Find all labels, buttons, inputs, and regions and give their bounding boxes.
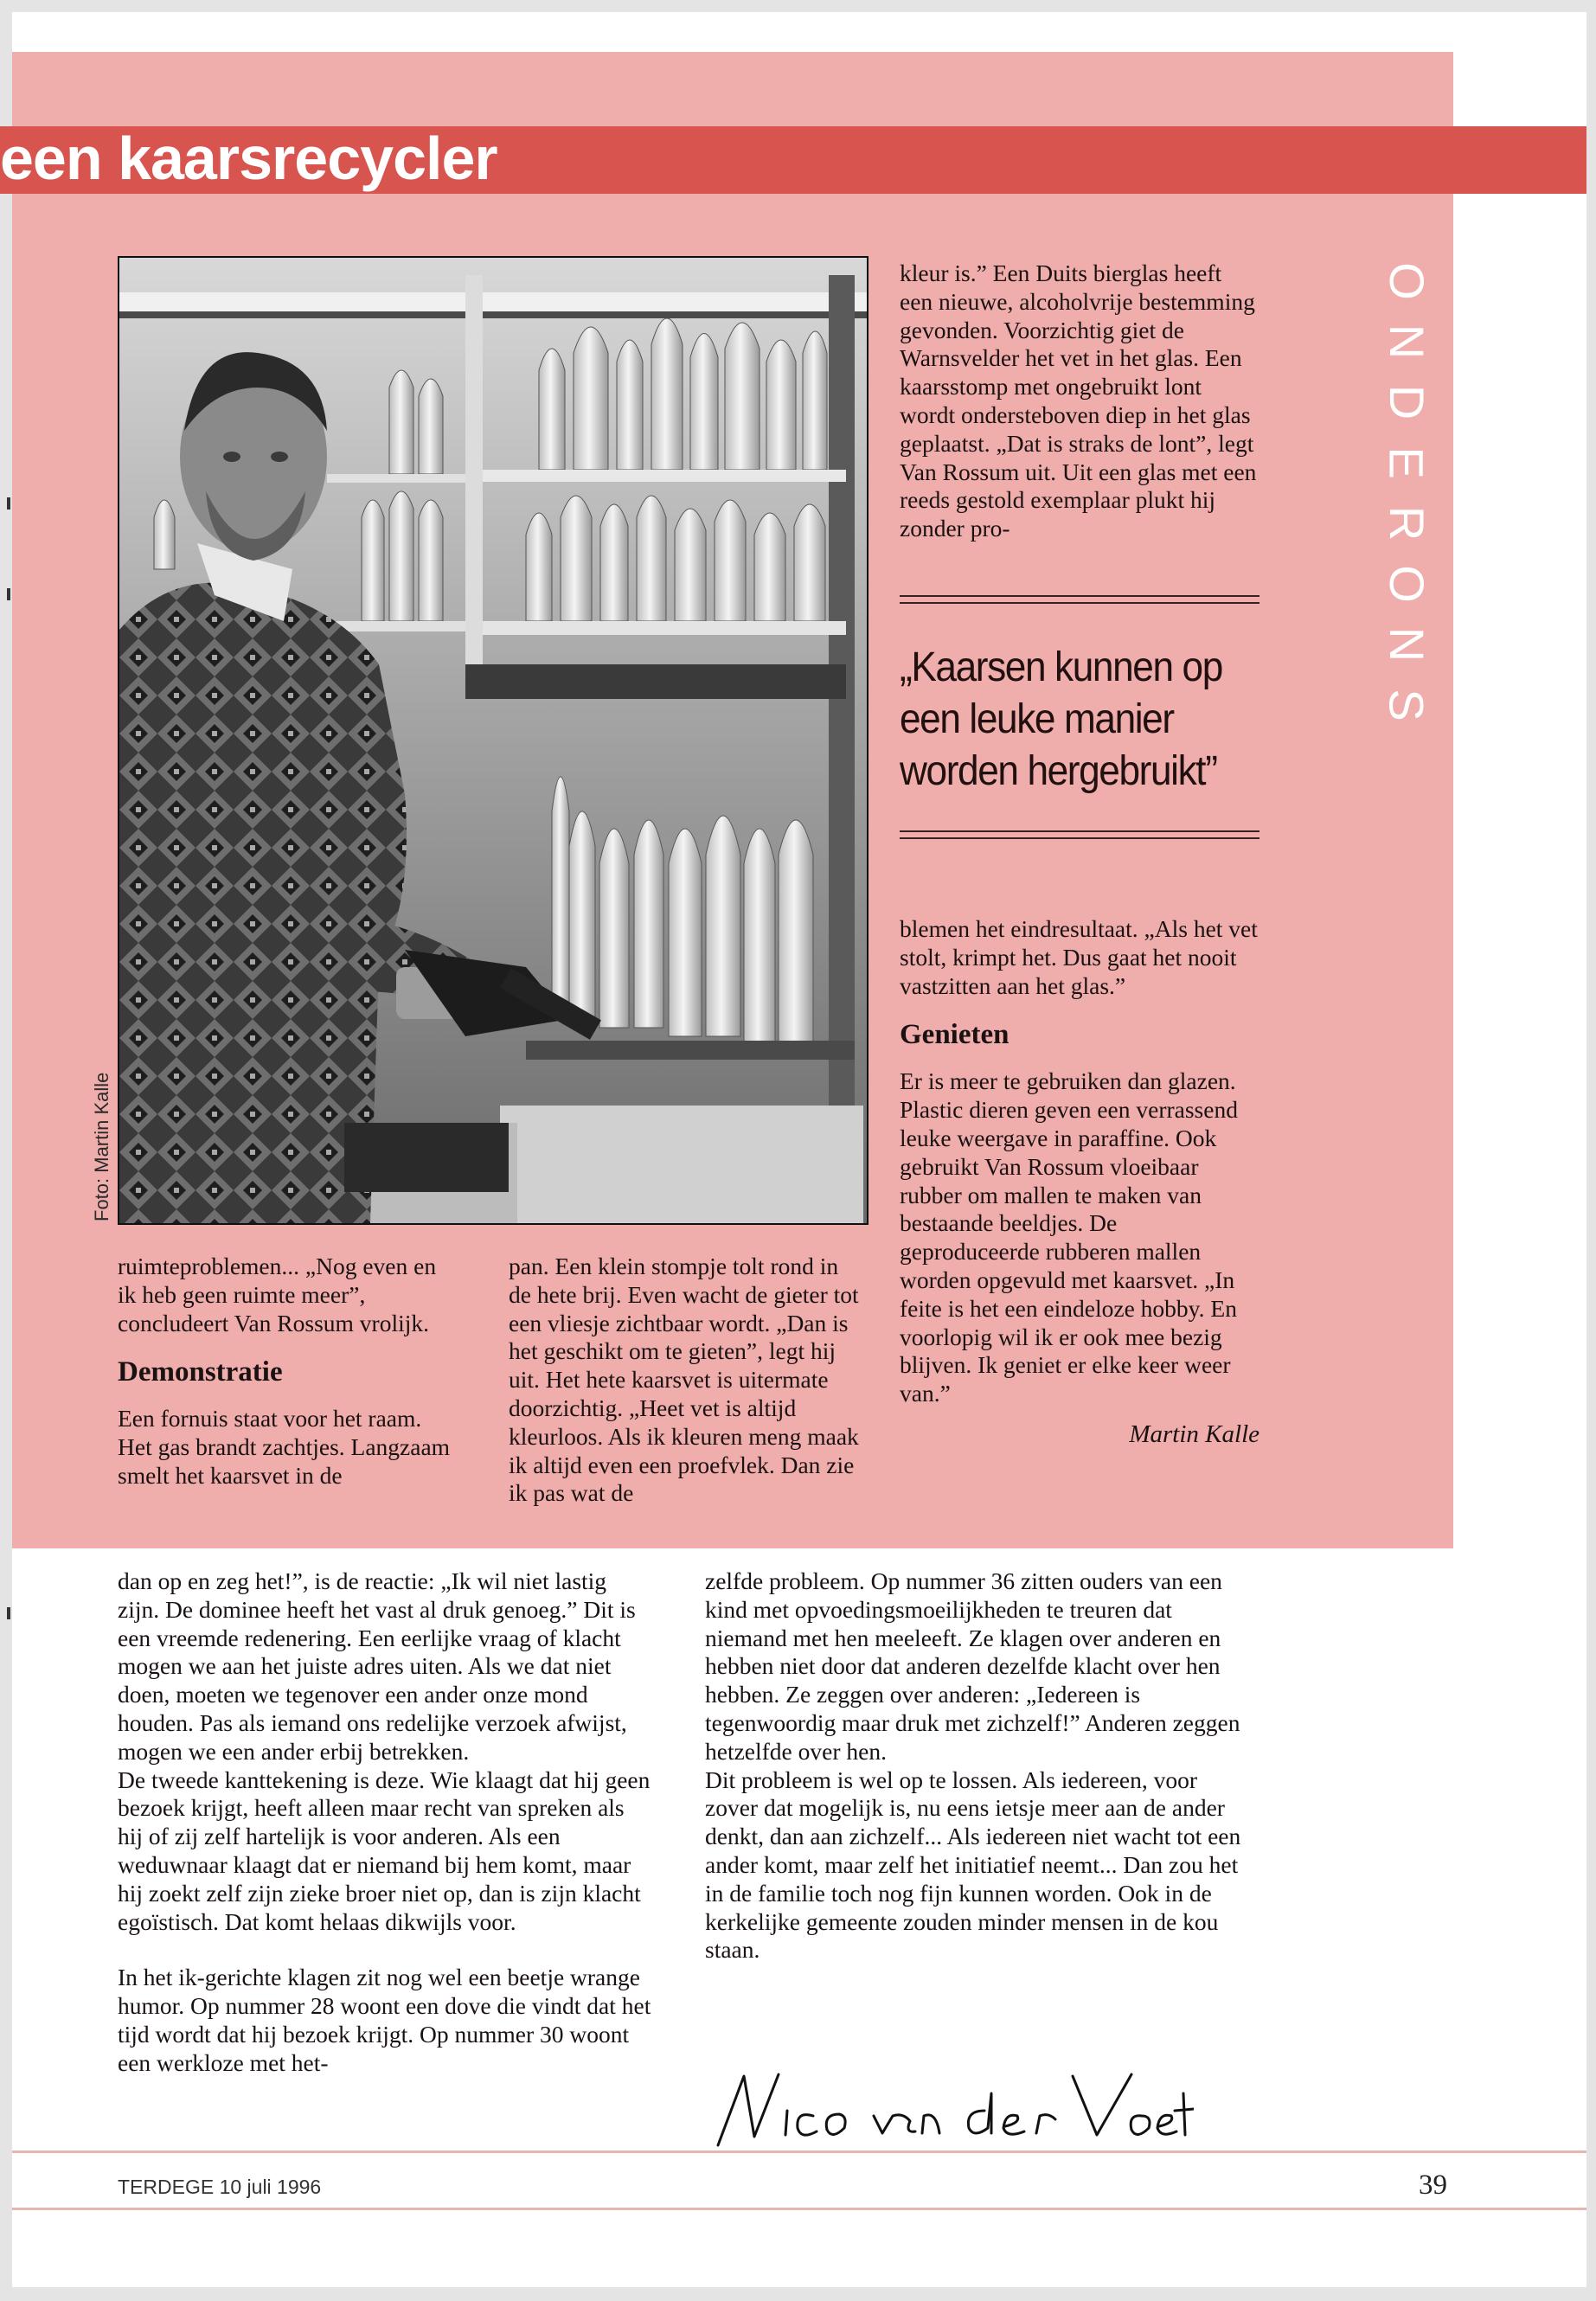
section-tag-letter: D: [1379, 384, 1434, 420]
author-byline: Martin Kalle: [1129, 1420, 1259, 1448]
paragraph: ruimteproblemen... „Nog even en ik heb geen ruimte meer”, concludeert Van Rossum vrolijk.: [118, 1253, 437, 1336]
paragraph: dan op en zeg het!”, is de reactie: „Ik wil niet lastig zijn. De dominee heeft het vast al druk genoeg.” Dit is een vreemde redenering. Een eerlijke vraag of klacht mogen we aan het juiste adres uiten. Als we dat niet doen, moeten we tegenover een ander onze mond houden. Pas als iemand ons redelijke verzoek afwijst, mogen we een ander erbij betrekken.: [118, 1567, 636, 1765]
paragraph: blemen het eindresultaat. „Als het vet stolt, krimpt het. Dus gaat het nooit vastzitten aan het glas.”: [900, 915, 1258, 999]
section-tag-letter: O: [1380, 262, 1434, 300]
section-tag-letter: N: [1379, 626, 1434, 663]
paragraph: De tweede kanttekening is deze. Wie klaagt dat hij geen bezoek krijgt, heeft alleen maar recht van spreken als hij of zij zelf hartelijk is voor anderen. Als een weduwnaar klaagt dat er niemand bij hem komt, maar hij zoekt zelf zijn zieke broer niet op, dan is zijn klacht egoïstisch. Dat komt helaas dikwijls voor.: [118, 1766, 651, 1935]
column-a: [118, 1253, 459, 1490]
article-photo: [118, 256, 869, 1225]
lower-column-left: [118, 1567, 654, 2078]
section-tag-vertical: [1377, 251, 1436, 735]
section-tag-letter: R: [1379, 505, 1434, 542]
paragraph: pan. Een klein stompje tolt rond in de hete brij. Even wacht de gieter tot een vliesje zichtbaar wordt. „Dan is het geschikt om te gieten”, legt hij uit. Het hete kaarsvet is uitermate doorzichtig. „Heet vet is altijd kleurloos. Als ik kleuren meng maak ik altijd even een proefvlek. Dan zie ik pas wat de: [509, 1253, 859, 1507]
section-tag-letter: N: [1379, 324, 1434, 360]
candle-workshop-photo: [119, 258, 867, 1223]
photo-credit: Foto: Martin Kalle: [91, 1072, 112, 1221]
divider: [900, 595, 1259, 604]
scan-mark: [7, 497, 10, 510]
scan-mark: [7, 1607, 10, 1619]
paragraph: kleur is.” Een Duits bierglas heeft een nieuwe, alcoholvrije bestemming gevonden. Voorzichtig giet de Warnsvelder het vet in het glas. Een kaarsstomp met ongebruikt lont wordt ondersteboven diep in het glas geplaatst. „Dat is straks de lont”, legt Van Rossum uit. Uit een glas met een reeds gestold exemplaar plukt hij zonder pro-: [900, 260, 1257, 542]
pull-quote-box: [900, 595, 1259, 839]
section-tag-letter: O: [1380, 565, 1434, 603]
paragraph: zelfde probleem. Op nummer 36 zitten ouders van een kind met opvoedingsmoeilijkheden te treuren dat niemand met hen meeleeft. Ze klagen over anderen en hebben niet door dat anderen dezelfde klacht over hen hebben. Ze zeggen over anderen: „Iedereen is tegenwoordig maar druk met zichzelf!” Anderen zeggen hetzelfde over hen.: [705, 1567, 1240, 1765]
column-b: [509, 1253, 863, 1508]
paragraph: Er is meer te gebruiken dan glazen. Plastic dieren geven een verrassend leuke weergave in paraffine. Ook gebruikt Van Rossum vloeibaar rubber om mallen te maken van bestaande beeldjes. De geproduceerde rubberen mallen worden opgevuld met kaarsvet. „In feite is het een eindeloze hobby. En voorlopig wil ik er ook mee bezig blijven. Ik geniet er elke keer weer van.”: [900, 1067, 1238, 1407]
scan-mark: [7, 588, 10, 600]
subheading-genieten: Genieten: [900, 1019, 1010, 1051]
lower-column-right: [705, 1567, 1246, 1965]
publication-date: TERDEGE 10 juli 1996: [118, 2176, 322, 2198]
subheading-demonstratie: Demonstratie: [118, 1356, 283, 1388]
handwritten-signature: [709, 2059, 1194, 2154]
signature-drawing: [709, 2059, 1194, 2154]
column-c-bottom: [900, 915, 1259, 1449]
section-tag-letter: S: [1379, 689, 1434, 721]
paragraph: Een fornuis staat voor het raam. Het gas brandt zachtjes. Langzaam smelt het kaarsvet in de: [118, 1405, 451, 1489]
pull-quote: „Kaarsen kunnen op een leuke manier worden hergebruikt”: [900, 644, 1222, 794]
paragraph: Dit probleem is wel op te lossen. Als iedereen, voor zover dat mogelijk is, nu eens ietsje meer aan de ander denkt, dan aan zichzelf... Als iedereen niet wacht tot een ander komt, maar zelf het initiatief neemt... Dan zou het in de familie toch nog fijn kunnen worden. Ook in de kerkelijke gemeente zouden minder mensen in de kou staan.: [705, 1766, 1241, 1964]
article-title: een kaarsrecycler: [0, 125, 497, 192]
paragraph: In het ik-gerichte klagen zit nog wel een beetje wrange humor. Op nummer 28 woont een dove die vindt dat het tijd wordt dat hij bezoek krijgt. Op nummer 30 woont een werkloze met het-: [118, 1964, 651, 2076]
divider: [900, 830, 1259, 839]
footer-rule: [12, 2150, 1586, 2153]
section-tag-letter: E: [1379, 446, 1434, 479]
page-number: 39: [1419, 2170, 1447, 2201]
footer-rule: [12, 2208, 1586, 2210]
column-c-top: [900, 260, 1259, 543]
